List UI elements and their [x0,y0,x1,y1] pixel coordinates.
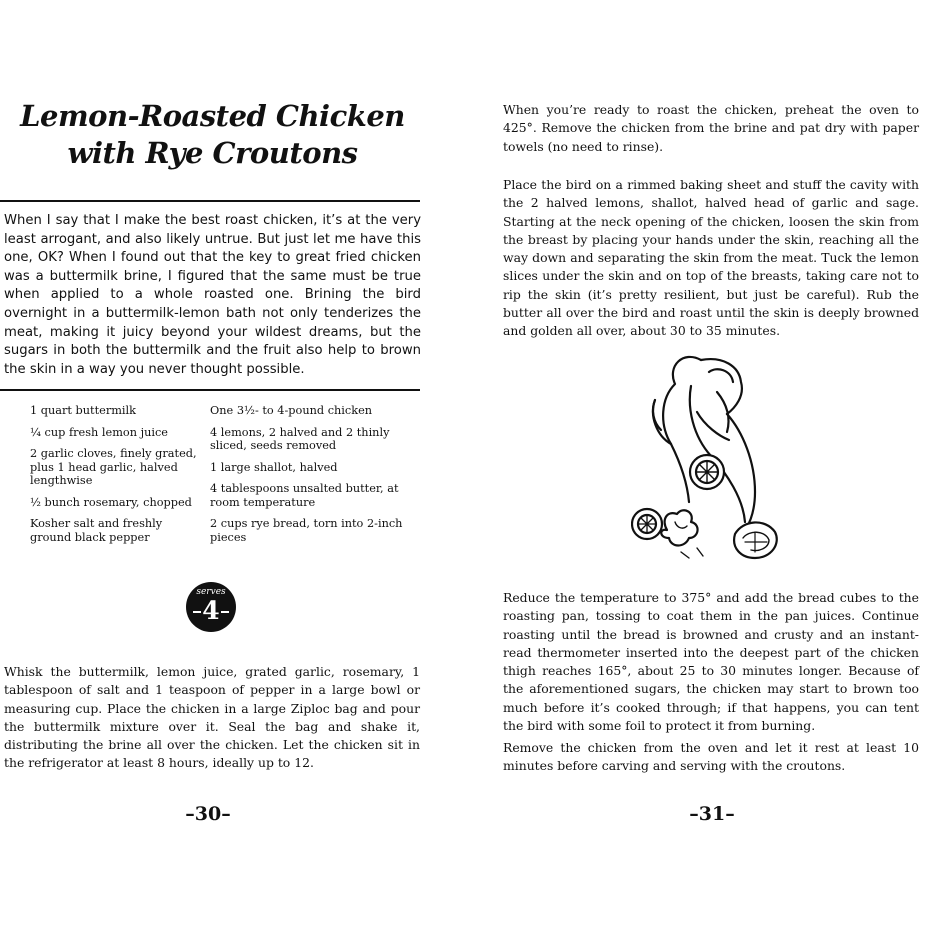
ingredient-item: 1 large shallot, halved [210,460,338,474]
brine-paragraph: Whisk the buttermilk, lemon juice, grated garlic, rosemary, 1 tablespoon of salt and 1 teaspoon of pepper in a large bowl or measuring cup. Place the chicken in a large Ziploc bag and pour the buttermilk mixture over it. Seal the bag and shake it, distributing the brine all over the chicken. Let the chicken sit in the refrigerator at least 8 hours, ideally up to 12. [4,664,420,771]
bottom-divider [0,389,420,391]
serves-badge [186,582,236,632]
page-number-left: –30– [185,803,231,825]
recipe-title [0,98,425,172]
serves-label: serves [196,587,226,597]
ingredient-item: 1 quart buttermilk [30,404,137,417]
ingredient-item: 4 lemons, 2 halved and 2 thinly sliced, seeds removed [210,425,390,452]
recipe-title-line-1: Lemon-Roasted Chicken [20,99,405,133]
ingredient-item: ½ bunch rosemary, chopped [30,495,192,509]
left-page [0,0,462,925]
top-divider [0,200,420,202]
ingredient-item: 2 cups rye bread, torn into 2-inch pieces [210,517,403,544]
preheat-paragraph: When you’re ready to roast the chicken, preheat the oven to 425°. Remove the chicken from the brine and pat dry with paper towels (no need to rinse). [503,102,919,154]
ingredient-item: ¼ cup fresh lemon juice [30,425,168,439]
right-page [462,0,925,925]
recipe-title-line-2: with Rye Croutons [67,136,358,170]
ingredient-item: 4 tablespoons unsalted butter, at room temperature [210,482,399,509]
croutons-paragraph: Reduce the temperature to 375° and add the bread cubes to the roasting pan, tossing to coat them in the pan juices. Continue roasting until the bread is browned and crusty and an instant-read thermometer inserted into the deepest part of the chicken thigh reaches 165°, about 25 to 30 minutes longer. Because of the aforementioned sugars, the chicken may start to brown too much before it’s cooked through; if that happens, you can tent the bird with some foil to protect it from burning. [503,590,919,734]
ingredient-item: Kosher salt and freshly ground black pepper [30,517,163,544]
serves-number: 4 [202,596,220,625]
ingredients-column-1 [30,404,202,552]
intro-paragraph: When I say that I make the best roast chicken, it’s at the very least arrogant, and also likely untrue. But just let me have this one, OK? When I found out that the key to great fried chicken was a buttermilk brine, I figured that the same must be true when applied to a whole roasted one. Brining the bird overnight in a buttermilk-lemon bath not only tenderizes the meat, making it juicy beyond your wildest dreams, but the sugars in both the buttermilk and the fruit also help to brown the skin in a way you never thought possible. [4,213,421,377]
ingredient-item: One 3½- to 4-pound chicken [210,404,373,417]
rest-paragraph: Remove the chicken from the oven and let it rest at least 10 minutes before carving and serving with the croutons. [503,740,919,774]
stuffing-paragraph: Place the bird on a rimmed baking sheet and stuff the cavity with the 2 halved lemons, shallot, halved head of garlic and sage. Starting at the neck opening of the chicken, loosen the skin from the breast by placing your hands under the skin, reaching all the way down and separating the skin from the meat. Tuck the lemon slices under the skin and on top of the breasts, taking care not to rip the skin (it’s pretty resilient, but just be careful). Rub the butter all over the bird and roast until the skin is deeply browned and golden all over, about 30 to 35 minutes. [503,177,919,339]
roast-chicken-illustration-icon [631,352,781,564]
page-number-right: –31– [689,803,735,825]
ingredients-column-2 [210,404,405,552]
ingredient-item: 2 garlic cloves, finely grated, plus 1 head garlic, halved lengthwise [30,447,197,487]
serves-dash-right [221,611,229,613]
